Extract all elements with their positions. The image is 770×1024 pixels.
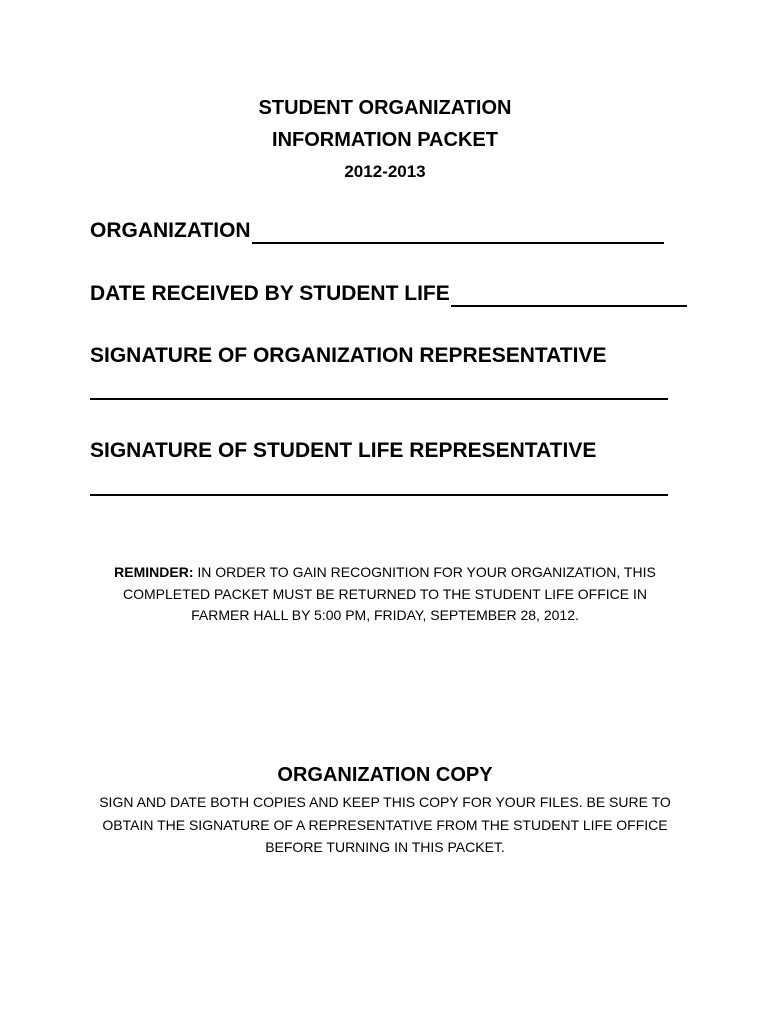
student-life-rep-signature-label: SIGNATURE OF STUDENT LIFE REPRESENTATIVE (90, 439, 597, 462)
org-rep-signature-label: SIGNATURE OF ORGANIZATION REPRESENTATIVE (90, 344, 607, 367)
date-received-field (90, 281, 690, 307)
organization-label: ORGANIZATION (90, 219, 251, 242)
reminder-label: REMINDER: (114, 564, 194, 580)
date-received-blank-line[interactable] (451, 285, 687, 307)
organization-blank-line[interactable] (252, 222, 664, 244)
reminder-paragraph (95, 562, 675, 627)
student-life-rep-signature-blank-line[interactable] (90, 494, 668, 496)
organization-copy-text: SIGN AND DATE BOTH COPIES AND KEEP THIS COPY FOR YOUR FILES. BE SURE TO OBTAIN THE SIGNATURE OF A REPRESENTATIVE FROM THE STUDENT LIFE OFFICE BEFORE TURNING IN THIS PACKET. (99, 794, 671, 855)
reminder-text: IN ORDER TO GAIN RECOGNITION FOR YOUR ORGANIZATION, THIS COMPLETED PACKET MUST BE RETURNED TO THE STUDENT LIFE OFFICE IN FARMER HALL BY 5:00 PM, FRIDAY, SEPTEMBER 28, 2012. (122, 564, 656, 623)
title-line-2: INFORMATION PACKET (272, 129, 498, 151)
organization-copy-heading: ORGANIZATION COPY (277, 764, 493, 786)
org-rep-signature-field (90, 343, 690, 369)
student-life-rep-signature-field (90, 438, 690, 464)
title-line-1: STUDENT ORGANIZATION (258, 97, 512, 119)
organization-field (90, 218, 690, 244)
year-label: 2012-2013 (344, 162, 426, 181)
org-rep-signature-blank-line[interactable] (90, 398, 668, 400)
date-received-label: DATE RECEIVED BY STUDENT LIFE (90, 282, 450, 305)
